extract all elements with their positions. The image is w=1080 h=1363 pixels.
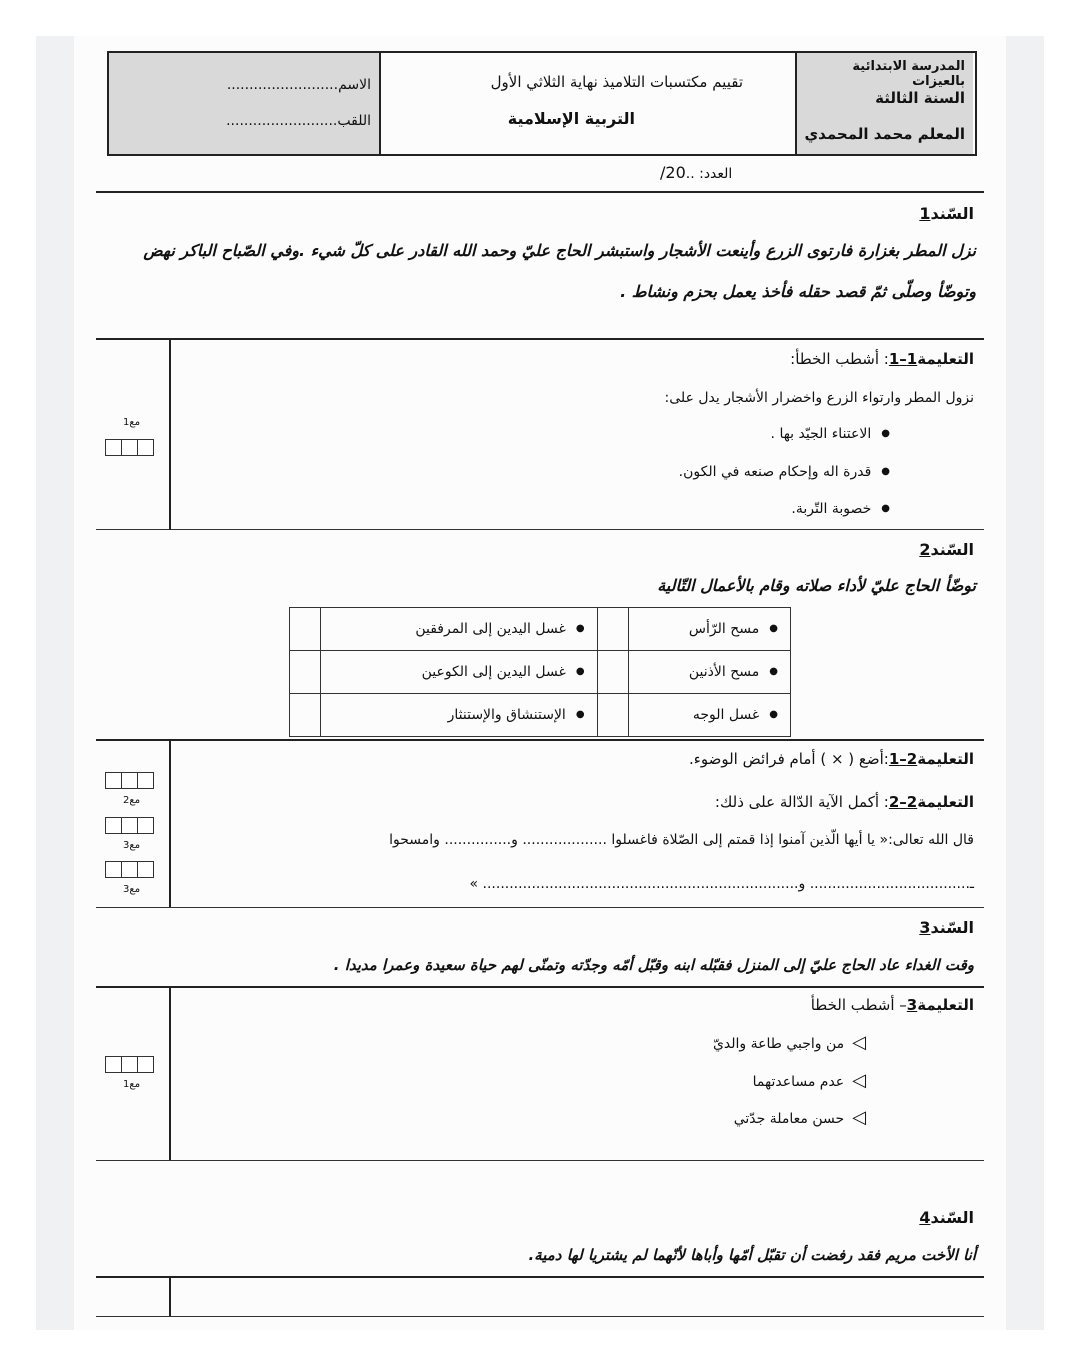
title-cell [381, 53, 797, 154]
surname-field[interactable]: ......................... [226, 113, 338, 129]
wudu-actions-table [289, 607, 791, 737]
action-cell [628, 608, 790, 651]
instruction-number: 2–2 [888, 793, 918, 811]
right-margin-strip [1006, 36, 1044, 1330]
name-label: الاسم [338, 77, 371, 93]
divider [96, 338, 984, 340]
instruction-number: 3 [906, 996, 918, 1014]
divider [96, 1160, 984, 1161]
action-text: غسل الوجه [692, 707, 760, 723]
divider [96, 191, 984, 193]
action-cell [628, 651, 790, 694]
divider [96, 1316, 984, 1317]
section-label: السّند [930, 204, 974, 223]
student-info-cell [109, 53, 381, 154]
criterion-label: مع3 [123, 884, 141, 895]
score-boxes[interactable] [106, 1056, 154, 1073]
action-text: مسح الأذنين [688, 664, 760, 680]
instruction-3 [811, 996, 974, 1014]
divider [96, 1276, 984, 1278]
q1-prompt: نزول المطر وارتواء الزرع واخضرار الأشجار يدل على: [664, 390, 974, 406]
score-boxes[interactable] [106, 861, 154, 878]
verse-line-2[interactable]: ـ.................................... و....................................................................... » [469, 876, 974, 892]
score-boxes[interactable] [106, 772, 154, 789]
section-3-text: وقت الغداء عاد الحاج عليّ إلى المنزل فقبّله ابنه وقبّل أمّه وجدّته وتمنّى لهم حياة سعيدة وعمرا مديدا . [333, 956, 974, 974]
margin-column-line [169, 1278, 171, 1316]
answer-cell[interactable] [290, 651, 321, 694]
section-number: 1 [919, 204, 931, 223]
answer-cell[interactable] [290, 608, 321, 651]
section-1-text-line2: وتوضّأ وصلّى ثمّ قصد حقله فأخذ يعمل بحزم ونشاط . [620, 282, 976, 301]
section-number: 2 [919, 540, 931, 559]
year-level: السنة الثالثة [875, 89, 965, 107]
name-row [227, 77, 371, 93]
divider [96, 529, 984, 530]
instruction-text: : أشطب الخطأ: [790, 350, 889, 368]
instruction-label: التعليمة [917, 996, 974, 1014]
instruction-number: 1–1 [888, 350, 918, 368]
exam-title: تقييم مكتسبات التلاميذ نهاية الثلاثي الأول [490, 73, 743, 91]
surname-label: اللقب [337, 113, 371, 129]
q3-option-1[interactable] [713, 1032, 866, 1053]
option-text: قدرة اله وإحكام صنعه في الكون. [678, 464, 872, 480]
section-2-title [919, 540, 974, 559]
divider [96, 986, 984, 988]
instruction-text: :أضع ( × ) أمام فرائض الوضوء. [689, 750, 889, 768]
answer-cell[interactable] [597, 694, 628, 737]
subject-title: التربية الإسلامية [507, 109, 635, 128]
q3-option-3[interactable] [734, 1107, 866, 1128]
margin-column-line [169, 988, 171, 1160]
divider [96, 907, 984, 908]
instruction-label: التعليمة [917, 350, 974, 368]
left-margin-strip [36, 36, 74, 1330]
q1-option-1[interactable] [771, 426, 890, 442]
instruction-label: التعليمة [917, 793, 974, 811]
option-text: عدم مساعدتهما [752, 1074, 845, 1090]
verse-line-1[interactable]: قال الله تعالى:« يا أيها الّذين آمنوا إذا قمتم إلى الصّلاة فاغسلوا ................... و............... وامسحوا [389, 832, 974, 848]
q3-option-2[interactable] [753, 1070, 866, 1091]
grade-label: العدد: .. [685, 166, 733, 182]
section-1-text-line1: نزل المطر بغزارة فارتوى الزرع وأينعت الأشجار واستبشر الحاج عليّ وحمد الله القادر على كلّ شيء .وفي الصّباح الباكر نهض [143, 241, 976, 260]
margin-column-line [169, 741, 171, 907]
score-boxes[interactable] [106, 817, 154, 834]
criterion-label: مع1 [123, 417, 141, 428]
action-cell [321, 608, 598, 651]
action-cell [321, 694, 598, 737]
action-text: غسل اليدين إلى الكوعين [421, 664, 566, 680]
teacher-name: المعلم محمد المحمدي [804, 125, 965, 143]
grade-box [660, 163, 732, 182]
section-label: السّند [930, 540, 974, 559]
instruction-2-1 [689, 750, 974, 768]
margin-column-line [169, 340, 171, 530]
section-4-title [919, 1208, 974, 1227]
action-text: مسح الرّأس [688, 621, 760, 637]
section-label: السّند [930, 918, 974, 937]
criterion-label: مع2 [123, 795, 141, 806]
option-text: من واجبي طاعة والديّ [712, 1036, 845, 1052]
section-number: 3 [919, 918, 931, 937]
answer-cell[interactable] [597, 651, 628, 694]
section-3-title [919, 918, 974, 937]
school-name: المدرسة الابتدائية بالعيزات [852, 59, 965, 89]
option-text: خصوبة التّربة. [791, 501, 872, 517]
answer-cell[interactable] [290, 694, 321, 737]
action-cell [628, 694, 790, 737]
instruction-number: 2–1 [888, 750, 918, 768]
section-1-title [919, 204, 974, 223]
action-cell [321, 651, 598, 694]
section-number: 4 [919, 1208, 931, 1227]
q1-option-3[interactable] [791, 501, 890, 517]
action-text: الإستنشاق والإستنثار [447, 707, 566, 723]
instruction-text: – أشطب الخطأ [810, 996, 907, 1014]
q1-option-2[interactable] [679, 464, 890, 480]
instruction-label: التعليمة [917, 750, 974, 768]
instruction-2-2 [715, 793, 974, 811]
option-text: حسن معاملة جدّتي [733, 1111, 845, 1127]
option-text: الاعتناء الجيّد بها . [770, 426, 872, 442]
score-boxes[interactable] [106, 439, 154, 456]
answer-cell[interactable] [597, 608, 628, 651]
section-label: السّند [930, 1208, 974, 1227]
instruction-1-1 [790, 350, 974, 368]
criterion-label: مع3 [123, 840, 141, 851]
name-field[interactable]: ......................... [226, 77, 339, 93]
divider [96, 739, 984, 741]
grade-total: 20/ [660, 163, 686, 182]
section-4-text: أنا الأخت مريم فقد رفضت أن تقبّل أمّها وأباها لأنّهما لم يشتريا لها دمية. [528, 1246, 976, 1264]
action-text: غسل اليدين إلى المرفقين [415, 621, 566, 637]
instruction-text: : أكمل الآية الدّالة على ذلك: [714, 793, 889, 811]
section-2-text: توضّأ الحاج عليّ لأداء صلاته وقام بالأعمال التّالية [657, 576, 976, 595]
header-table [107, 51, 977, 156]
criterion-label: مع1 [123, 1079, 141, 1090]
school-info-cell [797, 53, 973, 154]
surname-row [226, 113, 371, 129]
